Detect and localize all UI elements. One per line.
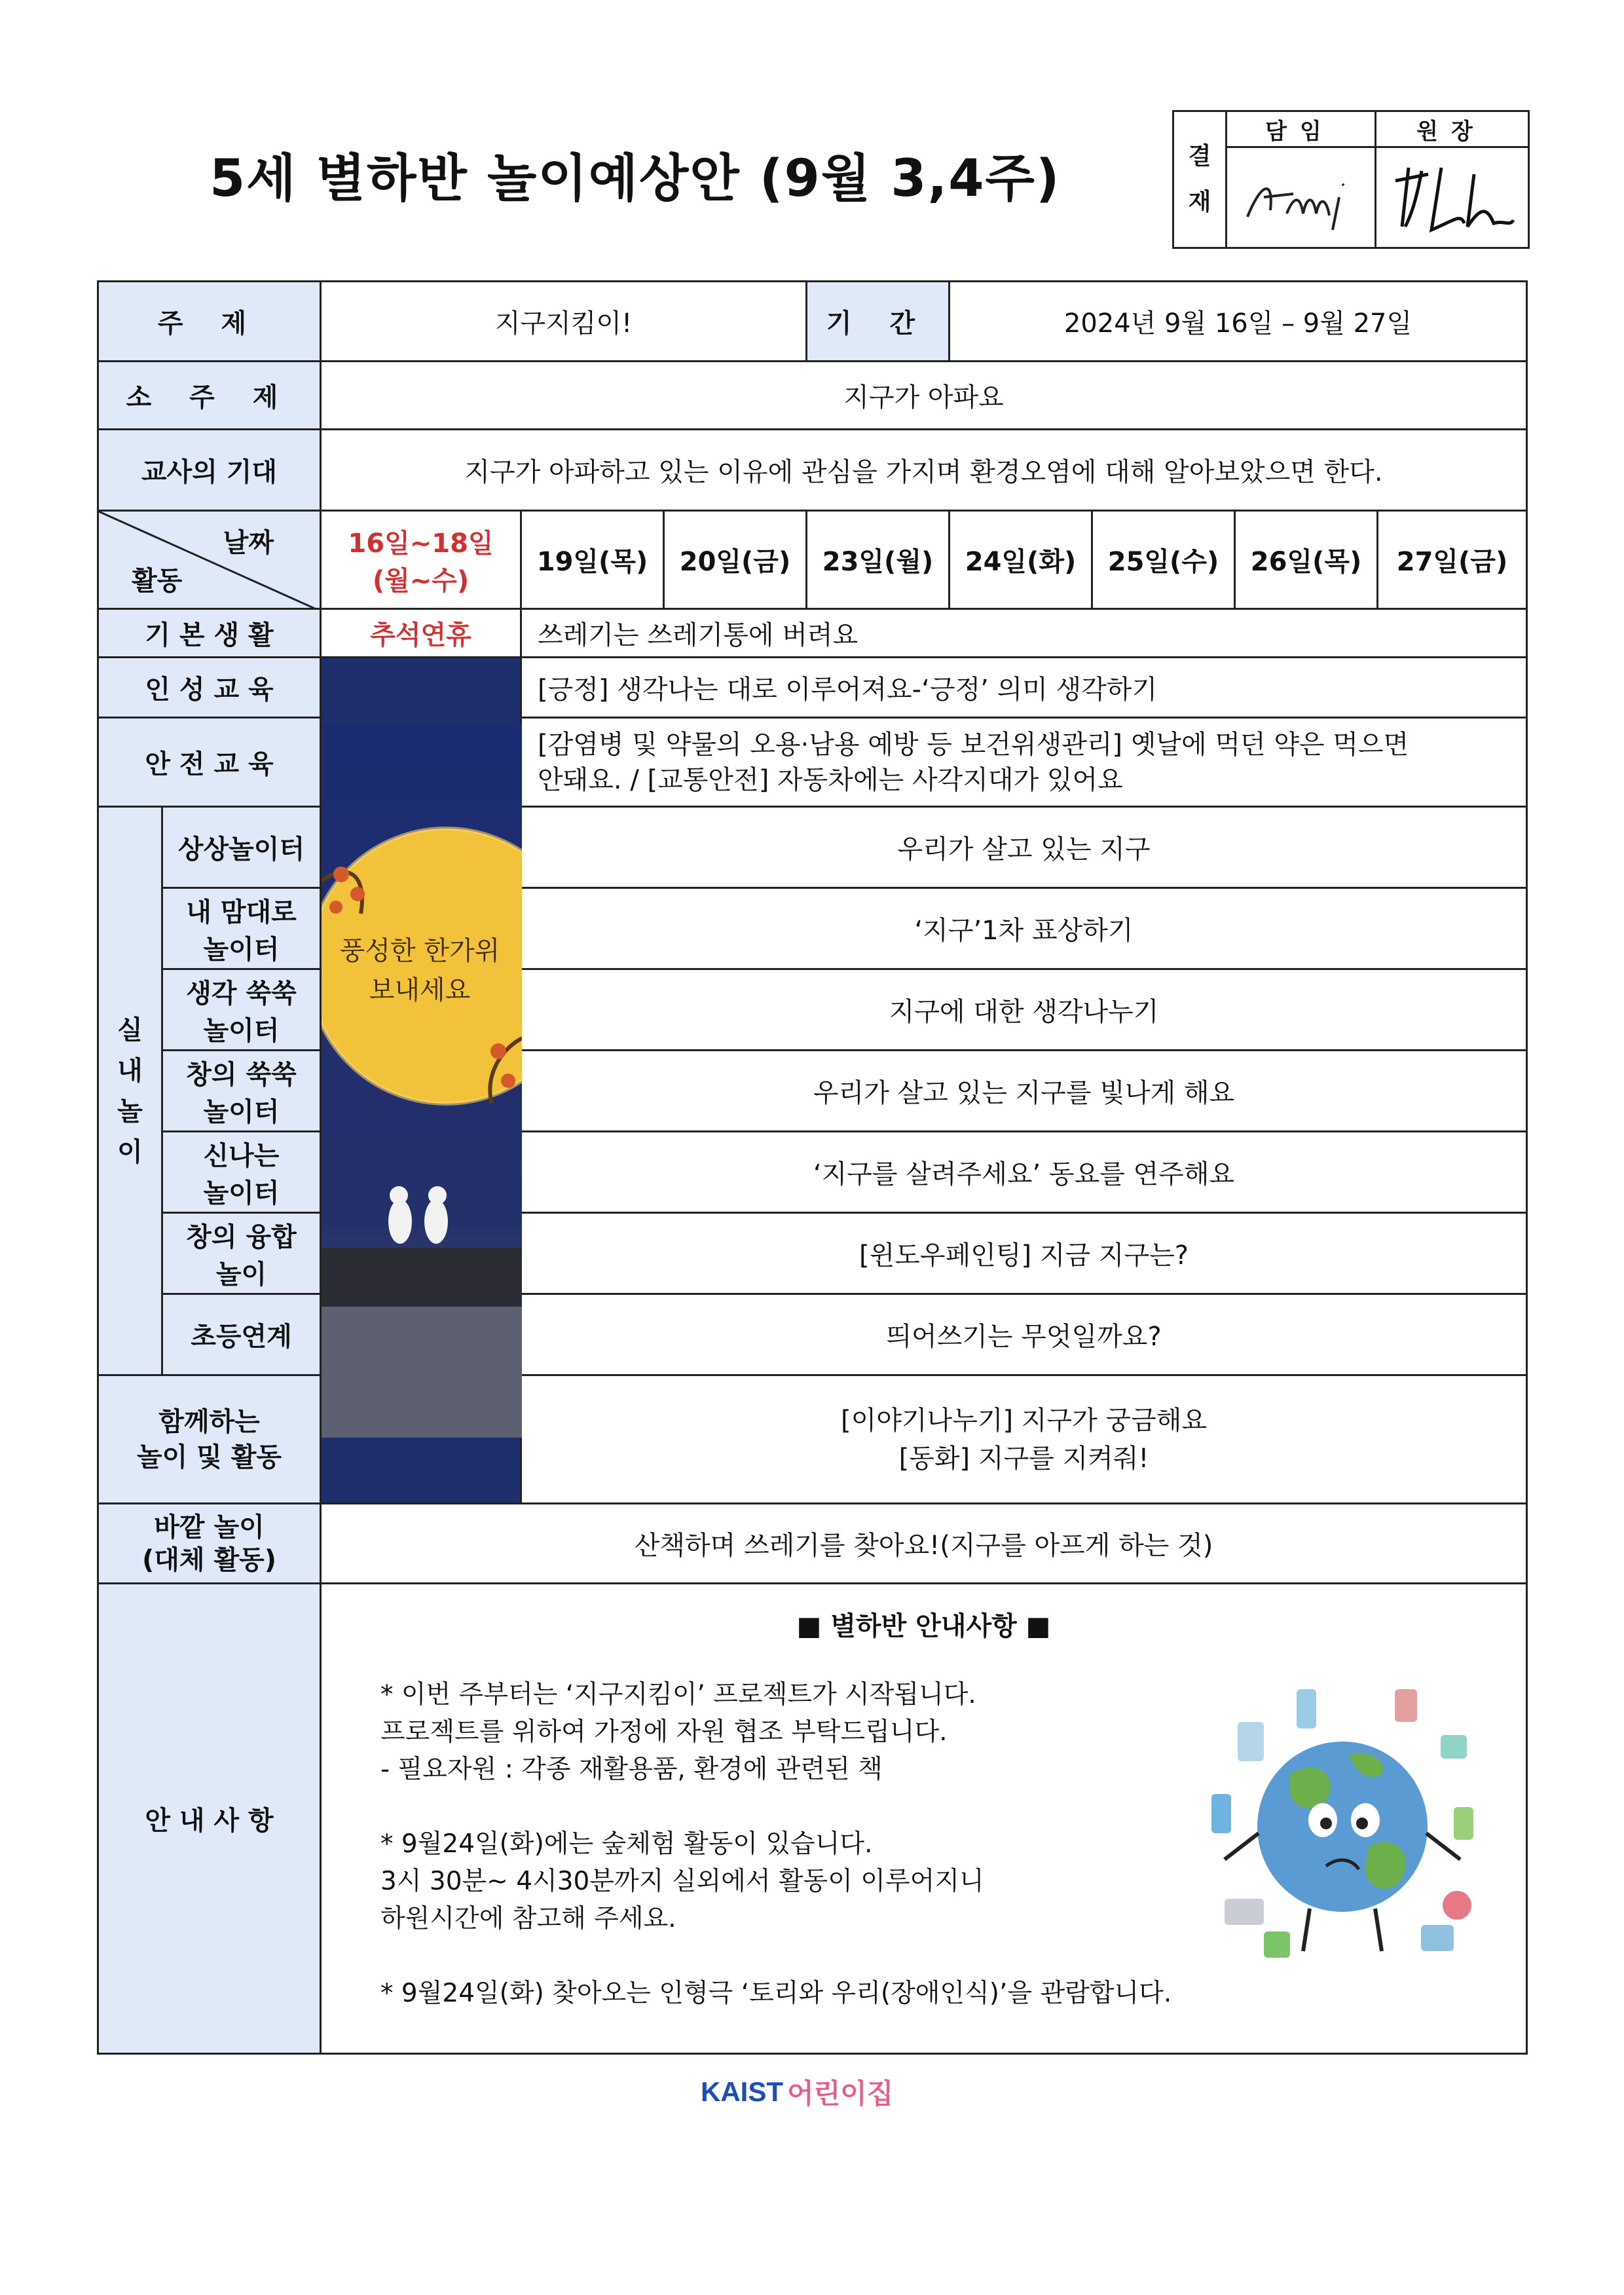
logo-brand: KAIST bbox=[701, 2076, 783, 2107]
together-value: [이야기나누기] 지구가 궁금해요 [동화] 지구를 지켜줘! bbox=[521, 1375, 1527, 1504]
indoor-label: 실 내 놀 이 bbox=[98, 807, 162, 1375]
outdoor-label: 바깥 놀이 (대체 활동) bbox=[98, 1504, 321, 1584]
indoor-1-value: 우리가 살고 있는 지구 bbox=[521, 807, 1527, 888]
row-expectation bbox=[98, 430, 1527, 511]
kaist-logo bbox=[701, 2072, 893, 2112]
approval-teacher-head: 담임 bbox=[1225, 112, 1375, 148]
row-indoor-3 bbox=[98, 969, 1527, 1051]
safety-value: [감염병 및 약물의 오용·남용 예방 등 보건위생관리] 옛날에 먹던 약은 먹으면 안돼요. / [교통안전] 자동차에는 사각지대가 있어요 bbox=[521, 718, 1527, 807]
activity-header: 활동 bbox=[132, 566, 183, 596]
indoor-2-value: ‘지구’1차 표상하기 bbox=[521, 888, 1527, 969]
row-together bbox=[98, 1375, 1527, 1504]
row-outdoor bbox=[98, 1504, 1527, 1584]
holiday-card-image bbox=[321, 658, 521, 1504]
notice-box bbox=[321, 1584, 1527, 2054]
indoor-6-label: 창의 융합 놀이 bbox=[162, 1213, 321, 1294]
date-activity-header bbox=[98, 511, 321, 609]
period-value: 2024년 9월 16일 – 9월 27일 bbox=[950, 282, 1527, 362]
row-indoor-6 bbox=[98, 1213, 1527, 1294]
indoor-5-label: 신나는 놀이터 bbox=[162, 1132, 321, 1213]
indoor-4-value: 우리가 살고 있는 지구를 빛나게 해요 bbox=[521, 1051, 1527, 1132]
row-indoor-4 bbox=[98, 1051, 1527, 1132]
row-basic bbox=[98, 609, 1527, 658]
day-23: 23일(월) bbox=[807, 511, 950, 609]
day-27: 27일(금) bbox=[1378, 511, 1527, 609]
approval-side-label: 결 재 bbox=[1174, 112, 1227, 247]
row-notice bbox=[98, 1584, 1527, 2054]
expectation-value: 지구가 아파하고 있는 이유에 관심을 가지며 환경오염에 대해 알아보았으면 한다. bbox=[321, 430, 1527, 511]
indoor-5-value: ‘지구를 살려주세요’ 동요를 연주해요 bbox=[521, 1132, 1527, 1213]
expectation-label: 교사의 기대 bbox=[98, 430, 321, 511]
day-20: 20일(금) bbox=[664, 511, 807, 609]
indoor-2-label: 내 맘대로 놀이터 bbox=[162, 888, 321, 969]
holiday-card-line1: 풍성한 한가위 bbox=[339, 935, 500, 966]
character-label: 인 성 교 육 bbox=[98, 658, 321, 718]
outdoor-value: 산책하며 쓰레기를 찾아요!(지구를 아프게 하는 것) bbox=[321, 1504, 1527, 1584]
approval-principal-head: 원장 bbox=[1375, 112, 1528, 148]
safety-label: 안 전 교 육 bbox=[98, 718, 321, 807]
row-indoor-7 bbox=[98, 1294, 1527, 1375]
approval-principal bbox=[1375, 112, 1528, 247]
character-value: [긍정] 생각나는 대로 이루어져요-‘긍정’ 의미 생각하기 bbox=[521, 658, 1527, 718]
teacher-signature bbox=[1225, 148, 1375, 246]
date-header: 날짜 bbox=[223, 528, 274, 558]
basic-value: 쓰레기는 쓰레기통에 버려요 bbox=[521, 609, 1527, 658]
indoor-1-label: 상상놀이터 bbox=[162, 807, 321, 888]
row-subtheme bbox=[98, 362, 1527, 430]
day-25: 25일(수) bbox=[1092, 511, 1235, 609]
row-days bbox=[98, 511, 1527, 609]
row-indoor-2 bbox=[98, 888, 1527, 969]
approval-box bbox=[1172, 110, 1530, 249]
sick-earth-illustration bbox=[1198, 1663, 1486, 1964]
row-character bbox=[98, 658, 1527, 718]
subtheme-label: 소 주 제 bbox=[98, 362, 321, 430]
indoor-7-value: 띄어쓰기는 무엇일까요? bbox=[521, 1294, 1527, 1375]
indoor-4-label: 창의 쑥쑥 놀이터 bbox=[162, 1051, 321, 1132]
holiday-card-line2: 보내세요 bbox=[369, 975, 471, 1005]
notice-title: ■ 별하반 안내사항 ■ bbox=[796, 1611, 1051, 1641]
principal-signature bbox=[1375, 148, 1528, 246]
day-24: 24일(화) bbox=[950, 511, 1092, 609]
period-label: 기 간 bbox=[807, 282, 950, 362]
basic-label: 기 본 생 활 bbox=[98, 609, 321, 658]
day-19: 19일(목) bbox=[521, 511, 664, 609]
indoor-6-value: [윈도우페인팅] 지금 지구는? bbox=[521, 1213, 1527, 1294]
row-safety bbox=[98, 718, 1527, 807]
weekly-plan-table bbox=[97, 280, 1528, 2055]
notice-lines: * 이번 주부터는 ‘지구지킴이’ 프로젝트가 시작됩니다. 프로젝트를 위하여 가정에 자원 협조 부탁드립니다. - 필요자원 : 각종 재활용품, 환경에 관련된 책 * 9월24일(화)에는 숲체험 활동이 있습니다. 3시 30분~ 4시30분까지 실외에서 활동이 이루어지니 하원시간에 참고해 주세요. * 9월24일(화) 찾아오는 인형극 ‘토리와 우리(장애인식)’을 관람합니다. bbox=[380, 1680, 1172, 2008]
day-16-18: 16일~18일 (월~수) bbox=[321, 511, 521, 609]
indoor-3-label: 생각 쑥쑥 놀이터 bbox=[162, 969, 321, 1051]
day-26: 26일(목) bbox=[1235, 511, 1378, 609]
logo-sub: 어린이집 bbox=[787, 2078, 894, 2110]
indoor-3-value: 지구에 대한 생각나누기 bbox=[521, 969, 1527, 1051]
theme-label: 주 제 bbox=[98, 282, 321, 362]
holiday-label: 추석연휴 bbox=[321, 609, 521, 658]
together-label: 함께하는 놀이 및 활동 bbox=[98, 1375, 321, 1504]
row-indoor-5 bbox=[98, 1132, 1527, 1213]
notice-label: 안 내 사 항 bbox=[98, 1584, 321, 2054]
approval-teacher bbox=[1225, 112, 1376, 247]
indoor-7-label: 초등연계 bbox=[162, 1294, 321, 1375]
page-title: 5세 별하반 놀이예상안 (9월 3,4주) bbox=[210, 149, 1061, 208]
subtheme-value: 지구가 아파요 bbox=[321, 362, 1527, 430]
row-indoor-1 bbox=[98, 807, 1527, 888]
theme-value: 지구지킴이! bbox=[321, 282, 807, 362]
row-theme bbox=[98, 282, 1527, 362]
